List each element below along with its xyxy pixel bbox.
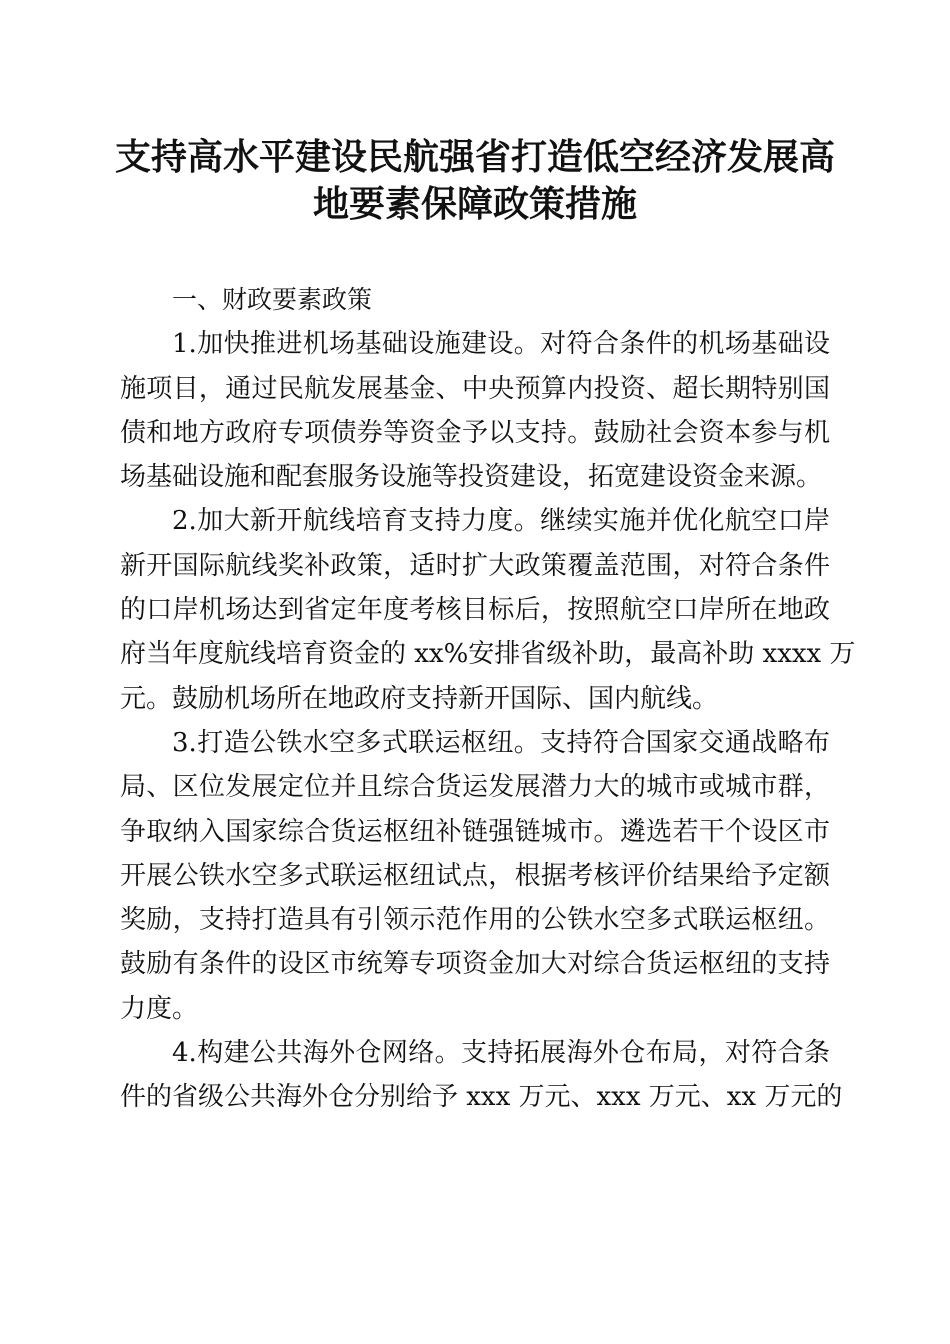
paragraph-line: 债和地方政府专项债券等资金予以支持。鼓励社会资本参与机 (120, 417, 830, 448)
title-line: 地要素保障政策措施 (312, 183, 637, 225)
paragraph-line: 鼓励有条件的设区市统筹专项资金加大对综合货运枢纽的支持 (120, 949, 830, 980)
paragraph-line: 争取纳入国家综合货运枢纽补链强链城市。遴选若干个设区市 (120, 816, 830, 847)
paragraph (120, 322, 830, 499)
paragraph-line: 施项目，通过民航发展基金、中央预算内投资、超长期特别国 (120, 373, 830, 404)
document-title (100, 134, 850, 228)
paragraph-line: 力度。 (120, 993, 199, 1024)
paragraph-line: 局、区位发展定位并且综合货运发展潜力大的城市或城市群， (120, 772, 830, 803)
paragraph-line: 的口岸机场达到省定年度考核目标后，按照航空口岸所在地政 (120, 595, 830, 626)
title-line: 支持高水平建设民航强省打造低空经济发展高 (114, 136, 835, 178)
paragraph (120, 721, 830, 1031)
paragraph-line: 1.加快推进机场基础设施建设。对符合条件的机场基础设 (172, 329, 830, 360)
paragraphs (120, 322, 856, 1119)
paragraph-line: 4.构建公共海外仓网络。支持拓展海外仓布局，对符合条 (172, 1038, 830, 1069)
paragraph (120, 499, 856, 720)
paragraph-line: 开展公铁水空多式联运枢纽试点，根据考核评价结果给予定额 (120, 860, 830, 891)
paragraph-line: 场基础设施和配套服务设施等投资建设，拓宽建设资金来源。 (120, 462, 823, 493)
paragraph-line: 元。鼓励机场所在地政府支持新开国际、国内航线。 (120, 683, 719, 714)
section-heading: 一、财政要素政策 (172, 285, 373, 314)
paragraph-line: 奖励，支持打造具有引领示范作用的公铁水空多式联运枢纽。 (120, 905, 830, 936)
document-body (120, 278, 856, 1120)
paragraph (120, 1031, 843, 1120)
paragraph-line: 3.打造公铁水空多式联运枢纽。支持符合国家交通战略布 (172, 727, 830, 758)
paragraph-line: 府当年度航线培育资金的 xx%安排省级补助，最高补助 xxxx 万 (120, 639, 856, 670)
paragraph-line: 件的省级公共海外仓分别给予 xxx 万元、xxx 万元、xx 万元的 (120, 1082, 843, 1113)
paragraph-line: 2.加大新开航线培育支持力度。继续实施并优化航空口岸 (172, 506, 830, 537)
paragraph-line: 新开国际航线奖补政策，适时扩大政策覆盖范围，对符合条件 (120, 550, 830, 581)
